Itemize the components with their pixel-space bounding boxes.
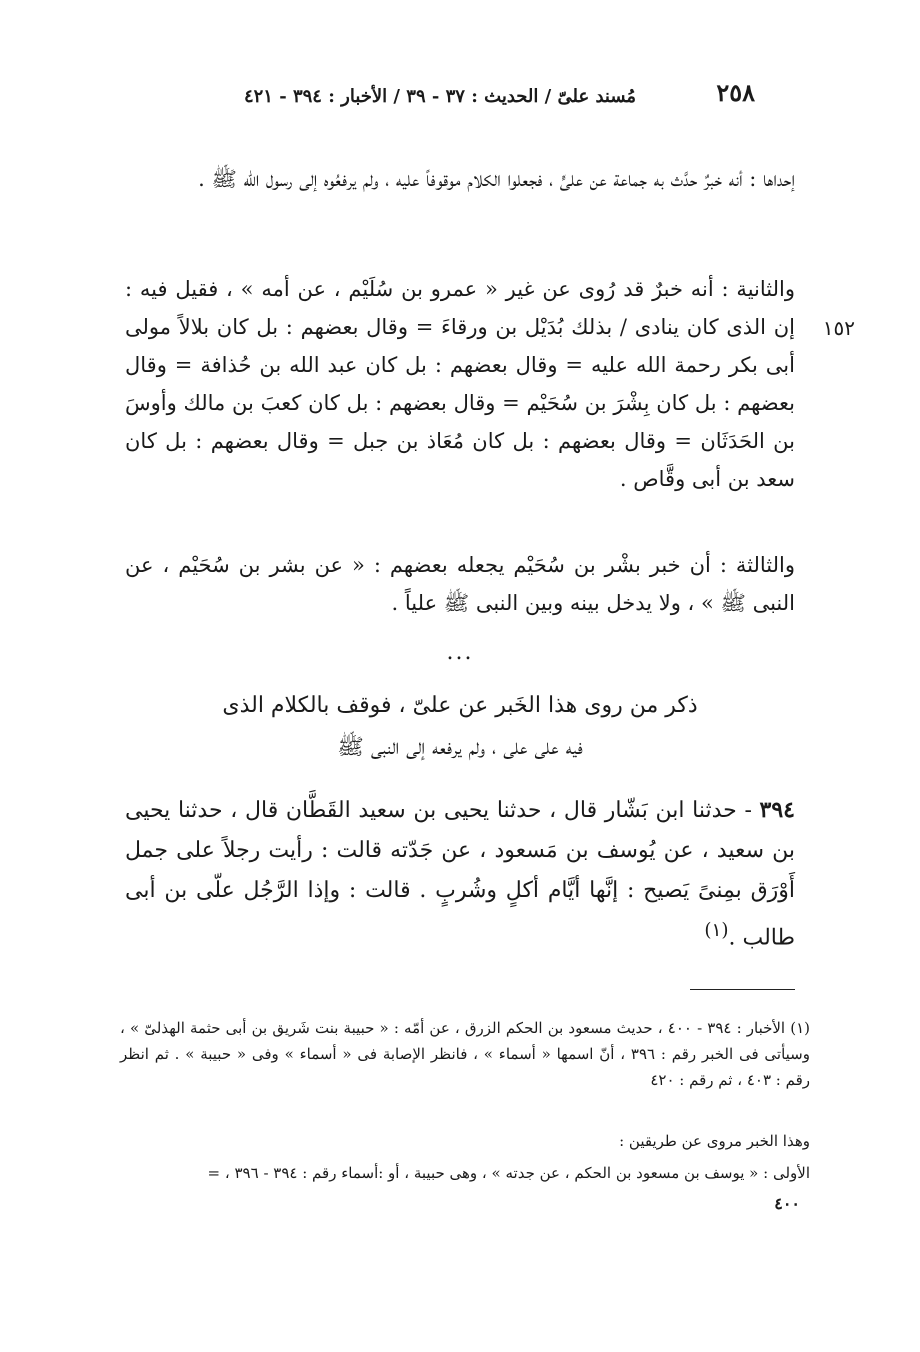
footnote-divider <box>690 989 795 990</box>
hadith-number: ٣٩٤ <box>759 797 795 823</box>
paragraph-second-reason: والثانية : أنه خبرٌ قد رُوى عن غير « عمرو بن سُلَيْم ، عن أمه » ، فقيل فيه : إن الذى كان ينادى / بذلك بُدَيْل بن ورقاءَ = وقال بعضهم : بل كان بلالاً مولى أبى بكر رحمة الله عليه = وقال بعضهم : بل كان عبد الله بن حُذافة = وقال بعضهم : بل كان بِشْرَ بن سُحَيْم = وقال بعضهم : بل كان كعبَ بن مالك وأوسَ بن الحَدَثَان = وقال بعضهم : بل كان مُعَاذ بن جبل = وقال بعضهم : بل كان سعد بن أبى وقَّاص . <box>125 277 795 491</box>
section-separator: ... <box>446 640 474 665</box>
footnote-continuation: ٤٠٠ <box>774 1194 800 1213</box>
footnote-paragraph-3: الأولى : « يوسف بن مسعود بن الحكم ، عن جدته » ، وهى حبيبة ، أو :أسماء رقم : ٣٩٤ - ٣٩٦ ، = <box>207 1164 810 1182</box>
footnote-reference: (١) <box>704 920 729 941</box>
section-heading <box>180 685 740 769</box>
footnote-1: (١) الأخبار : ٣٩٤ - ٤٠٠ ، حديث مسعود بن الحكم الزرق ، عن أمّه : « حبيبة بنت شَريق بن أبى حثمة الهذلىّ » ، وسيأتى فى الخبر رقم : ٣٩٦ ، أنّ اسمها « أسماء » ، فانظر الإصابة فى « أسماء » وفى « حبيبة » . ثم انظر رقم : ٤٠٣ ، ثم رقم : ٤٢٠ <box>120 1019 810 1089</box>
section-heading-line-2: فيه على على ، ولم يرفعه إلى النبى ﷺ <box>337 735 583 760</box>
section-heading-line-1: ذكر من روى هذا الخَبر عن علىّ ، فوقف بالكلام الذى <box>222 693 698 718</box>
margin-page-marker: ١٥٢ <box>822 316 855 340</box>
hadith-text: - حدثنا ابن بَشّار قال ، حدثنا يحيى بن سعيد القَطَّان قال ، حدثنا يحيى بن سعيد ، عن يُوسف بن مَسعود ، عن جَدّته قالت : رأيت رجلاً على جمل أَوْرَق بمِنىً يَصيح : إنَّها أيَّام أكلٍ وشُربٍ . قالت : وإذا الرَّجُل علّى بن أبى طالب . <box>125 798 795 951</box>
hadith-394 <box>125 790 795 958</box>
page-number: ٢٥٨ <box>716 78 755 107</box>
paragraph-first-reason: إحداها : أنه خبرٌ حدَّث به جماعة عن علىٍّ ، فجعلوا الكلام موقوفاً عليه ، ولم يرفعُوه إلى رسول الله ﷺ . <box>198 167 795 191</box>
running-title: مُسند علىّ / الحديث : ٣٧ - ٣٩ / الأخبار : ٣٩٤ - ٤٢١ <box>243 86 637 107</box>
paragraph-third-reason: والثالثة : أن خبر بشْر بن سُحَيْم يجعله بعضهم : « عن بشر بن سُحَيْم ، عن النبى ﷺ » ، ولا يدخل بينه وبين النبى ﷺ علياً . <box>125 553 795 615</box>
footnote-paragraph-2: وهذا الخبر مروى عن طريقين : <box>619 1132 810 1150</box>
